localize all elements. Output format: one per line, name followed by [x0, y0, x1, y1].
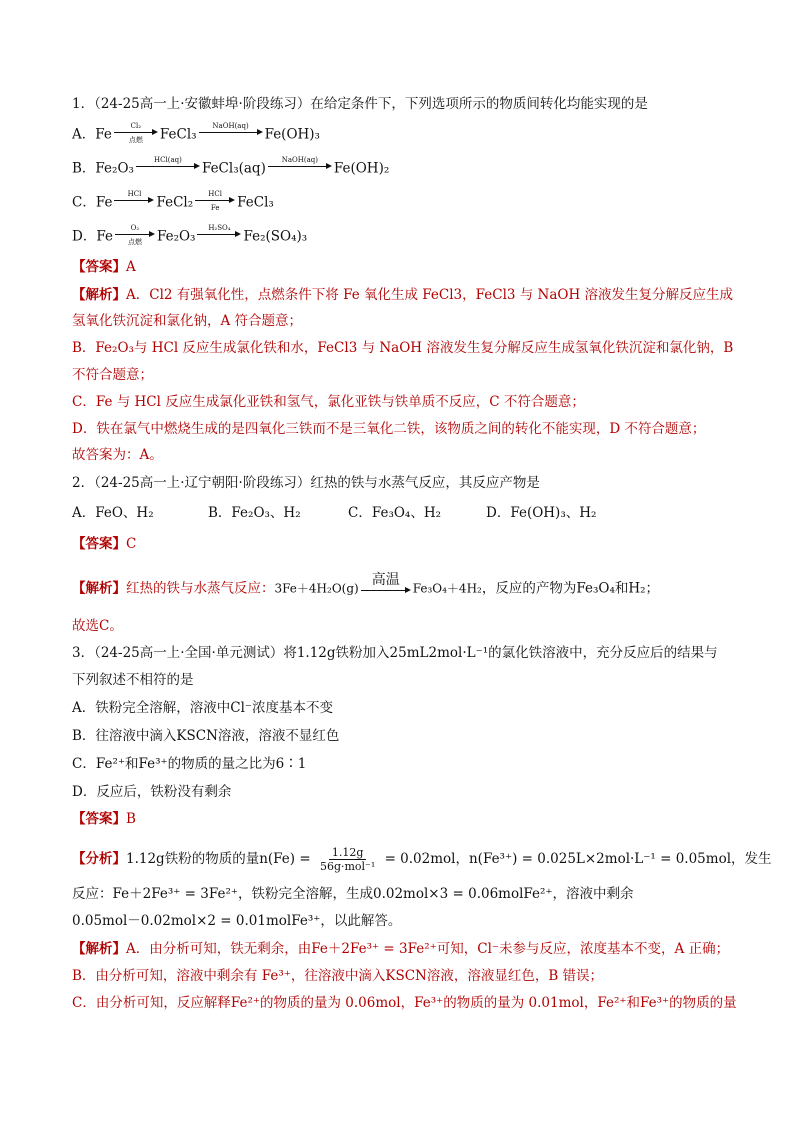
q1-explanation-2: 氢氧化铁沉淀和氯化钠，A 符合题意；	[72, 313, 303, 329]
q1-explanation-1: 【解析】A．Cl2 有强氧化性，点燃条件下将 Fe 氧化生成 FeCl3，FeCl3 与 NaOH 溶液发生复分解反应生成	[72, 287, 734, 303]
option-label: A．	[72, 126, 96, 143]
q3-explanation-3: C．由分析可知，反应解释Fe²⁺的物质的量为 0.06mol，Fe³⁺的物质的量为 0.01mol，Fe²⁺和Fe³⁺的物质的量	[72, 995, 737, 1011]
q2-answer: 【答案】C	[72, 536, 137, 552]
q1-explanation-6: D．铁在氯气中燃烧生成的是四氧化三铁而不是三氧化二铁，该物质之间的转化不能实现，D 不符合题意；	[72, 421, 706, 437]
q2-explanation: 【解析】红热的铁与水蒸气反应：3Fe＋4H₂O(g) 高温 Fe₃O₄＋4H₂，反应的产物为Fe₃O₄和H₂；	[72, 574, 732, 604]
q1-explanation-5: C．Fe 与 HCl 反应生成氯化亚铁和氢气，氯化亚铁与铁单质不反应，C 不符合题意；	[72, 394, 585, 410]
q1-stem: 1．（24-25高一上·安徽蚌埠·阶段练习）在给定条件下，下列选项所示的物质间转化均能实现的是	[72, 96, 648, 112]
reaction-arrow: H₂SO₄	[197, 224, 241, 246]
q3-explanation-1: 【解析】A．由分析可知，铁无剩余，由Fe＋2Fe³⁺ = 3Fe²⁺可知，Cl⁻未参与反应，浓度基本不变，A 正确；	[72, 941, 730, 957]
reaction-arrow: NaOH(aq)	[199, 122, 263, 144]
q2-explanation-end: 故选C。	[72, 618, 123, 634]
reaction-arrow: O₂ 点燃	[115, 224, 155, 246]
q3-stem-1: 3．（24-25高一上·全国·单元测试）将1.12g铁粉加入25mL2mol·L⁻¹的氯化铁溶液中，充分反应后的结果与	[72, 645, 718, 661]
q1-explanation-7: 故答案为：A。	[72, 447, 163, 463]
reaction-arrow: HCl(aq)	[136, 156, 200, 178]
q2-option-d: D．Fe(OH)₃、H₂	[486, 505, 597, 521]
q3-stem-2: 下列叙述不相符的是	[72, 672, 194, 688]
q1-explanation-3: B．Fe₂O₃与 HCl 反应生成氯化铁和水，FeCl3 与 NaOH 溶液发生复分解反应生成氢氧化铁沉淀和氯化钠，B	[72, 340, 734, 356]
q1-option-d: D．Fe O₂ 点燃 Fe₂O₃ H₂SO₄ Fe₂(SO₄)₃	[72, 224, 308, 246]
reaction-arrow: Cl₂ 点燃	[114, 122, 158, 144]
q1-option-b: B．Fe₂O₃ HCl(aq) FeCl₃(aq) NaOH(aq) Fe(OH)₂	[72, 156, 390, 177]
q1-option-a	[72, 124, 732, 146]
equation-left: 3Fe＋4H₂O(g)	[274, 581, 359, 596]
fraction: 1.12g 56g·mol⁻¹	[319, 846, 376, 873]
species: Fe	[95, 126, 112, 143]
reaction-arrow: HCl	[114, 190, 154, 212]
species: Fe(OH)₃	[264, 126, 320, 143]
species: FeCl₃	[159, 126, 197, 143]
reaction-arrow: HCl Fe	[195, 190, 235, 212]
q2-stem: 2．（24-25高一上·辽宁朝阳·阶段练习）红热的铁与水蒸气反应，其反应产物是	[72, 475, 540, 491]
q3-analysis-1: 【分析】1.12g铁粉的物质的量n(Fe) = 1.12g 56g·mol⁻¹ = 0.02mol，n(Fe³⁺) = 0.025L×2mol·L⁻¹ = 0.05mol，发生	[72, 846, 772, 873]
q3-analysis-2: 反应：Fe＋2Fe³⁺ = 3Fe²⁺，铁粉完全溶解，生成0.02mol×3 = 0.06molFe²⁺，溶液中剩余	[72, 886, 634, 902]
q1-option-c: C．Fe HCl FeCl₂ HCl Fe FeCl₃	[72, 190, 274, 212]
q3-option-c: C．Fe²⁺和Fe³⁺的物质的量之比为6∶1	[72, 756, 307, 772]
q2-option-b: B．Fe₂O₃、H₂	[208, 505, 301, 521]
q2-option-c: C．Fe₃O₄、H₂	[348, 505, 442, 521]
reaction-arrow: NaOH(aq)	[268, 156, 332, 178]
q3-option-d: D．反应后，铁粉没有剩余	[72, 784, 232, 800]
reaction-arrow: 高温	[361, 572, 411, 602]
q3-option-a: A．铁粉完全溶解，溶液中Cl⁻浓度基本不变	[72, 700, 334, 716]
q3-answer: 【答案】B	[72, 811, 136, 827]
q3-explanation-2: B．由分析可知，溶液中剩余有 Fe³⁺，往溶液中滴入KSCN溶液，溶液显红色，B 错误；	[72, 968, 604, 984]
q1-explanation-4: 不符合题意；	[72, 367, 153, 383]
q3-analysis-3: 0.05mol－0.02mol×2 = 0.01molFe³⁺，以此解答。	[72, 913, 402, 929]
equation-right: Fe₃O₄＋4H₂	[412, 581, 482, 596]
q2-option-a: A．FeO、H₂	[72, 505, 154, 521]
q1-answer: 【答案】A	[72, 259, 136, 275]
q3-option-b: B．往溶液中滴入KSCN溶液，溶液不显红色	[72, 728, 340, 744]
